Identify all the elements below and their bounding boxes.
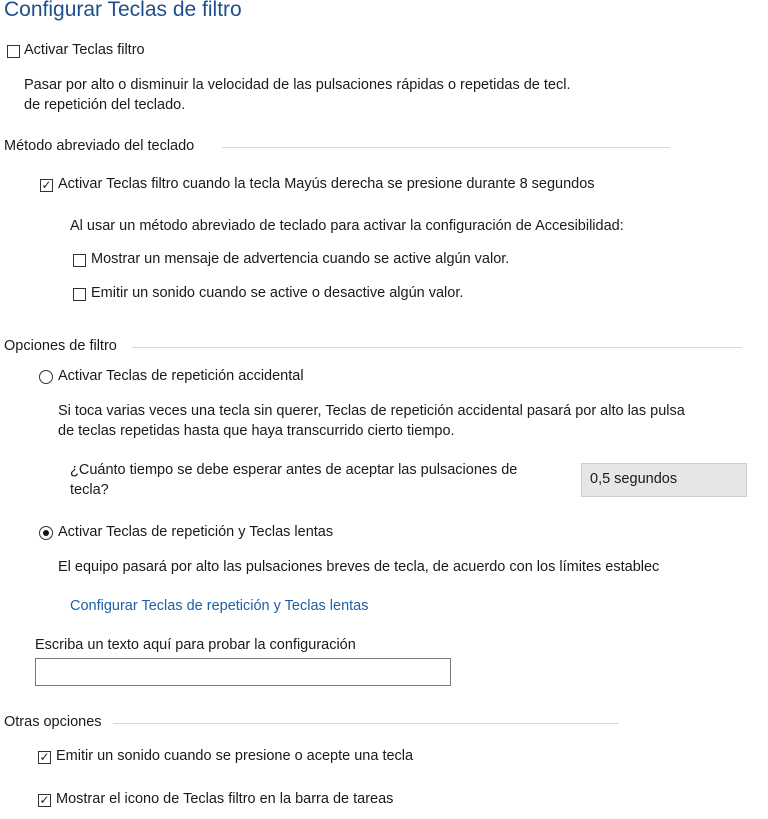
wait-time-value: 0,5 segundos: [590, 471, 678, 487]
repeat-slow-keys-radio[interactable]: [39, 526, 53, 540]
taskbar-icon-label[interactable]: Mostrar el icono de Teclas filtro en la barra de tareas: [56, 791, 394, 807]
warning-message-checkbox[interactable]: [73, 254, 86, 267]
test-text-input[interactable]: [35, 658, 451, 686]
activate-filter-keys-label[interactable]: Activar Teclas filtro: [24, 42, 145, 58]
other-options-header: Otras opciones: [4, 714, 102, 730]
taskbar-icon-checkbox[interactable]: ✓: [39, 793, 50, 807]
shortcut-intro-text: Al usar un método abreviado de teclado para activar la configuración de Accesibilidad:: [70, 218, 624, 234]
filter-options-divider: [132, 347, 742, 348]
wait-time-select[interactable]: [581, 463, 747, 497]
filter-keys-description-line2: de repetición del teclado.: [24, 97, 186, 113]
beep-on-keypress-checkbox[interactable]: ✓: [39, 750, 50, 764]
repeat-slow-keys-label[interactable]: Activar Teclas de repetición y Teclas lentas: [58, 524, 334, 540]
radio-selected-dot: [43, 530, 49, 536]
activate-filter-keys-checkbox[interactable]: [7, 45, 20, 58]
beep-on-keypress-label[interactable]: Emitir un sonido cuando se presione o acepte una tecla: [56, 748, 414, 764]
sound-shortcut-label[interactable]: Emitir un sonido cuando se active o desactive algún valor.: [91, 285, 464, 301]
shortcut-section-divider: [222, 147, 670, 148]
shortcut-section-header: Método abreviado del teclado: [4, 138, 195, 154]
shift-shortcut-label[interactable]: Activar Teclas filtro cuando la tecla Mayús derecha se presione durante 8 segundos: [58, 176, 595, 192]
wait-time-question-line1: ¿Cuánto tiempo se debe esperar antes de aceptar las pulsaciones de: [70, 462, 518, 478]
bounce-keys-label[interactable]: Activar Teclas de repetición accidental: [58, 368, 304, 384]
bounce-keys-description-line2: de teclas repetidas hasta que haya transcurrido cierto tiempo.: [58, 423, 455, 439]
bounce-keys-radio[interactable]: [39, 370, 53, 384]
other-options-divider: [113, 723, 619, 724]
repeat-slow-keys-description: El equipo pasará por alto las pulsaciones breves de tecla, de acuerdo con los límites establec: [58, 559, 660, 575]
configure-repeat-slow-keys-link[interactable]: Configurar Teclas de repetición y Teclas lentas: [70, 598, 369, 614]
sound-shortcut-checkbox[interactable]: [73, 288, 86, 301]
wait-time-question-line2: tecla?: [70, 482, 109, 498]
filter-keys-description-line1: Pasar por alto o disminuir la velocidad de las pulsaciones rápidas o repetidas de tecl.: [24, 77, 571, 93]
shift-shortcut-checkbox[interactable]: ✓: [41, 178, 52, 192]
test-text-label: Escriba un texto aquí para probar la configuración: [35, 637, 356, 653]
bounce-keys-description-line1: Si toca varias veces una tecla sin querer, Teclas de repetición accidental pasará por alto las pulsa: [58, 403, 685, 419]
page-title: Configurar Teclas de filtro: [4, 0, 242, 21]
warning-message-label[interactable]: Mostrar un mensaje de advertencia cuando se active algún valor.: [91, 251, 510, 267]
filter-options-header: Opciones de filtro: [4, 338, 117, 354]
